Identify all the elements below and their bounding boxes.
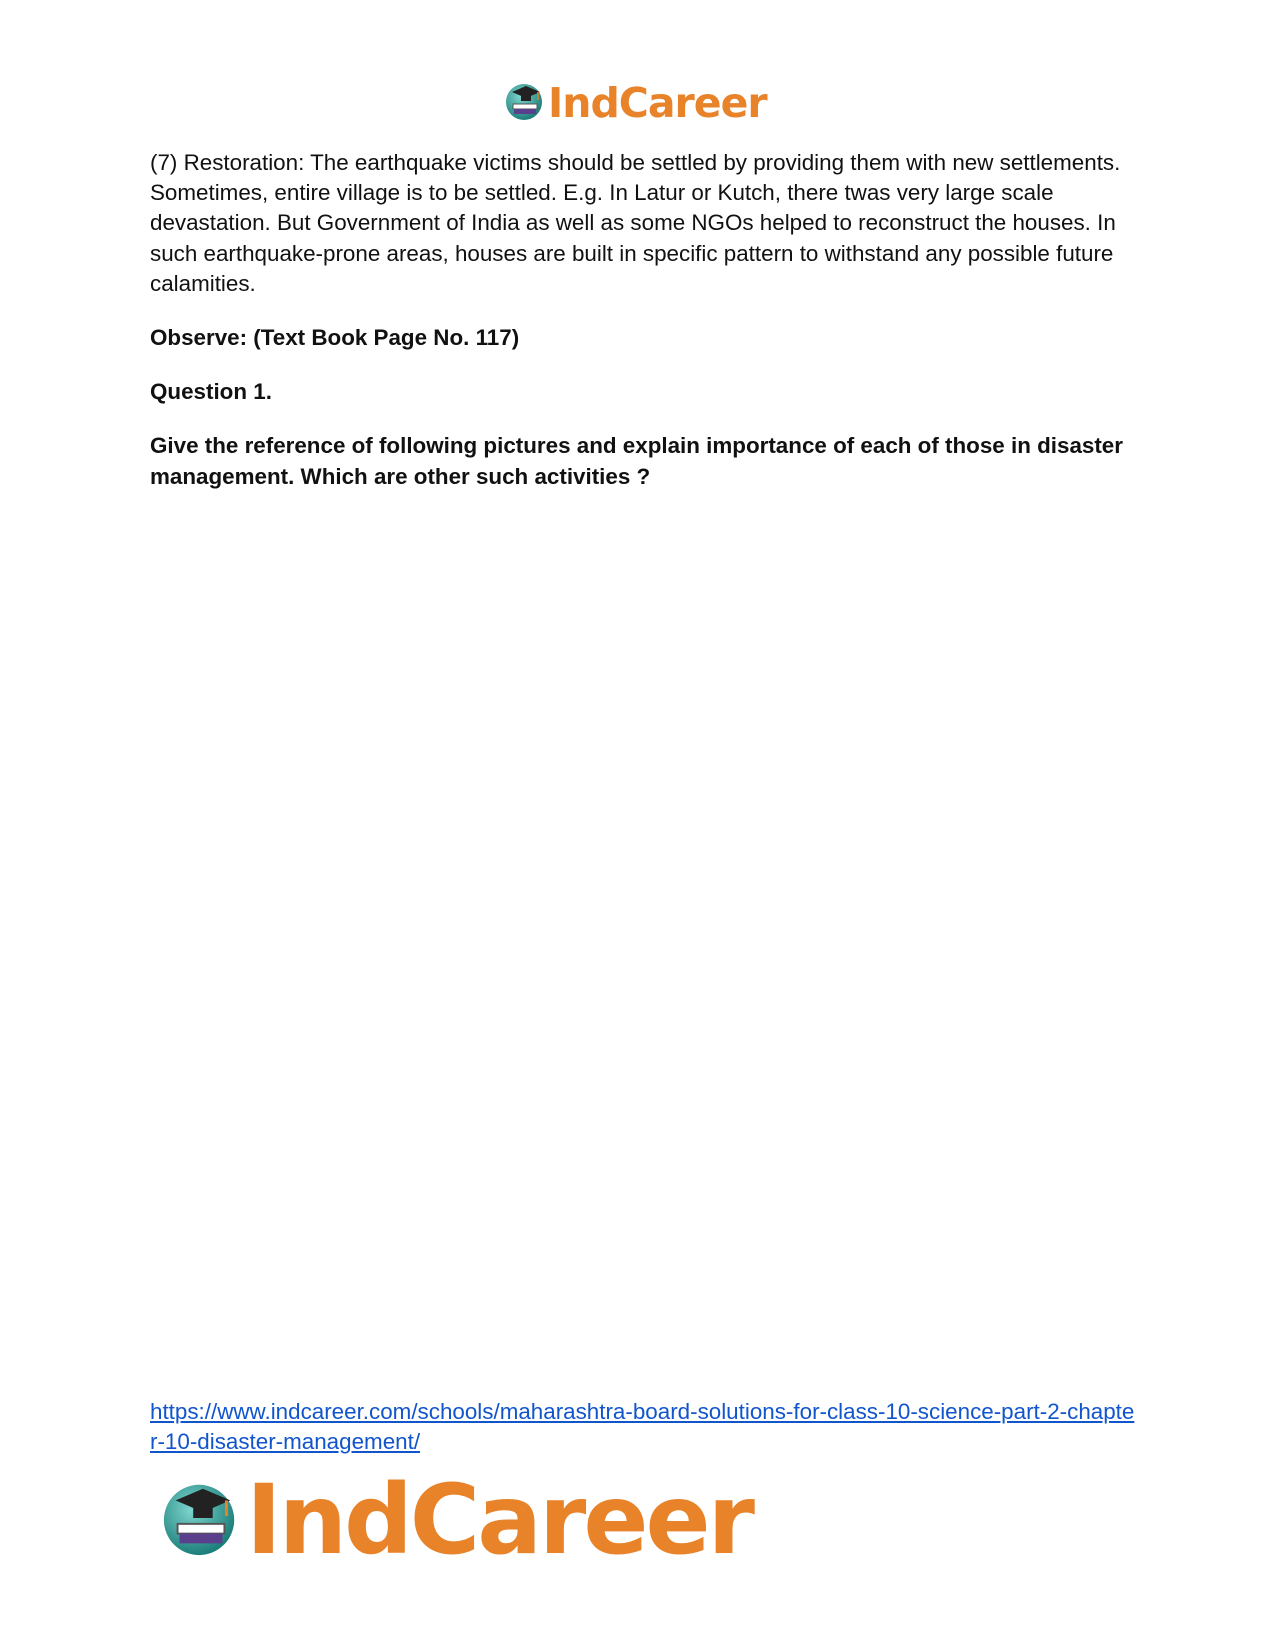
header-logo bbox=[504, 80, 767, 127]
restoration-paragraph: (7) Restoration: The earthquake victims should be settled by providing them with new settlements. Sometimes, entire village is to be settled. E.g. In Latur or Kutch, there twas very large scale devastation. But Government of India as well as some NGOs helped to reconstruct the houses. In such earthquake-prone areas, houses are built in specific pattern to withstand any possible future calamities. bbox=[150, 150, 1121, 296]
graduation-cap-globe-icon bbox=[160, 1477, 242, 1564]
header-brand-wordmark: IndCareer bbox=[548, 79, 767, 127]
footer-logo bbox=[160, 1464, 752, 1576]
question-text: Give the reference of following pictures and explain importance of each of those in disaster management. Which are other such activities ? bbox=[150, 433, 1123, 489]
footer-brand-wordmark: IndCareer bbox=[246, 1464, 752, 1576]
graduation-cap-globe-icon bbox=[504, 80, 546, 127]
observe-heading: Observe: (Text Book Page No. 117) bbox=[150, 325, 520, 351]
document-body bbox=[150, 148, 1130, 492]
question-label: Question 1. bbox=[150, 379, 272, 405]
source-link[interactable]: https://www.indcareer.com/schools/maharashtra-board-solutions-for-class-10-science-part-2-chapter-10-disaster-management/ bbox=[150, 1399, 1135, 1455]
